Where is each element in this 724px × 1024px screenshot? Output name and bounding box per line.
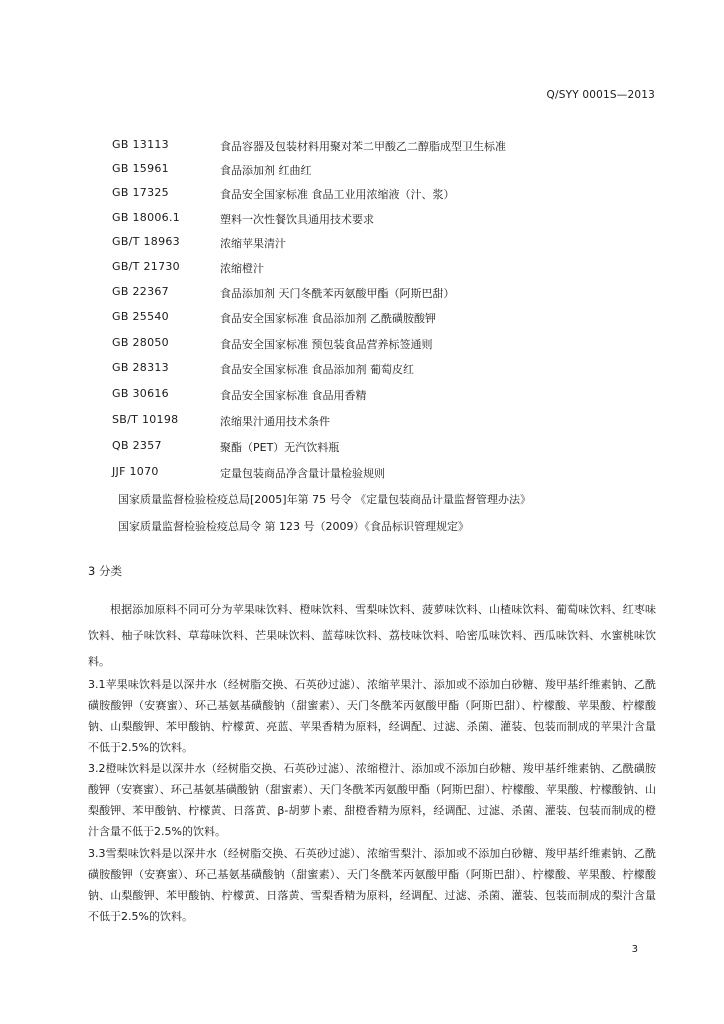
reference-title: 塑料一次性餐饮具通用技术要求	[220, 213, 374, 226]
reference-title: 食品容器及包装材料用聚对苯二甲酸乙二醇脂成型卫生标准	[220, 140, 506, 153]
reference-code: GB/T 21730	[112, 260, 180, 273]
subsection-orange: 3.2橙味饮料是以深井水（经树脂交换、石英砂过滤）、浓缩橙汁、添加或不添加白砂糖、羧甲基纤维素钠、乙酰磺胺酸钾（安赛蜜）、环己基氨基磺酸钠（甜蜜素）、天门冬酰苯丙氨酸甲酯（阿斯巴甜）、柠檬酸、苹果酸、柠檬酸钠、山梨酸钾、苯甲酸钠、柠檬黄、日落黄、β-胡萝卜素、甜橙香精为原料，经调配、过滤、杀菌、灌装、包装而制成的橙汁含量不低于2.5%的饮料。	[88, 762, 656, 838]
reference-title: 食品安全国家标准 食品工业用浓缩液（汁、浆）	[220, 188, 455, 201]
reference-title: 定量包装商品净含量计量检验规则	[220, 467, 385, 480]
section-heading: 3 分类	[88, 564, 122, 578]
page-number: 3	[631, 944, 638, 955]
classification-intro: 根据添加原料不同可分为苹果味饮料、橙味饮料、雪梨味饮料、菠萝味饮料、山楂味饮料、葡萄味饮料、红枣味饮料、柚子味饮料、草莓味饮料、芒果味饮料、蓝莓味饮料、荔枝味饮料、哈密瓜味饮料、西瓜味饮料、水蜜桃味饮料。	[88, 603, 656, 668]
document-code-header: Q/SYY 0001S—2013	[546, 89, 655, 101]
reference-code: JJF 1070	[112, 465, 159, 478]
subsection-apple: 3.1苹果味饮料是以深井水（经树脂交换、石英砂过滤）、浓缩苹果汁、添加或不添加白砂糖、羧甲基纤维素钠、乙酰磺胺酸钾（安赛蜜）、环己基氨基磺酸钠（甜蜜素）、天门冬酰苯丙氨酸甲酯（阿斯巴甜）、柠檬酸、苹果酸、柠檬酸钠、山梨酸钾、苯甲酸钠、柠檬黄、亮蓝、苹果香精为原料，经调配、过滤、杀菌、灌装、包装而制成的苹果汁含量不低于2.5%的饮料。	[88, 678, 656, 754]
regulation-reference: 国家质量监督检验检疫总局令 第 123 号（2009）《食品标识管理规定》	[118, 520, 469, 533]
reference-title: 食品添加剂 红曲红	[220, 164, 312, 177]
reference-code: SB/T 10198	[112, 413, 179, 426]
reference-code: GB 15961	[112, 162, 169, 175]
reference-code: GB/T 18963	[112, 235, 180, 248]
reference-title: 聚酯（PET）无汽饮料瓶	[220, 441, 340, 454]
reference-title: 食品添加剂 天门冬酰苯丙氨酸甲酯（阿斯巴甜）	[220, 287, 455, 300]
reference-title: 浓缩橙汁	[220, 262, 264, 275]
reference-code: GB 28050	[112, 336, 169, 349]
reference-title: 食品安全国家标准 食品用香精	[220, 389, 367, 402]
reference-title: 浓缩苹果清汁	[220, 237, 286, 250]
reference-code: GB 28313	[112, 361, 169, 374]
reference-code: QB 2357	[112, 439, 162, 452]
regulation-reference: 国家质量监督检验检疫总局[2005]年第 75 号令 《定量包装商品计量监督管理办法》	[118, 493, 532, 506]
reference-code: GB 25540	[112, 310, 169, 323]
reference-code: GB 13113	[112, 138, 169, 151]
reference-code: GB 18006.1	[112, 211, 181, 224]
reference-title: 食品安全国家标准 食品添加剂 葡萄皮红	[220, 363, 414, 376]
reference-title: 浓缩果汁通用技术条件	[220, 415, 330, 428]
reference-code: GB 30616	[112, 387, 169, 400]
subsection-pear: 3.3雪梨味饮料是以深井水（经树脂交换、石英砂过滤）、浓缩雪梨汁、添加或不添加白砂糖、羧甲基纤维素钠、乙酰磺胺酸钾（安赛蜜）、环己基氨基磺酸钠（甜蜜素）、天门冬酰苯丙氨酸甲酯（阿斯巴甜）、柠檬酸、苹果酸、柠檬酸钠、山梨酸钾、苯甲酸钠、柠檬黄、日落黄、雪梨香精为原料，经调配、过滤、杀菌、灌装、包装而制成的梨汁含量不低于2.5%的饮料。	[88, 847, 656, 923]
reference-title: 食品安全国家标准 预包装食品营养标签通则	[220, 338, 433, 351]
reference-code: GB 17325	[112, 186, 169, 199]
reference-title: 食品安全国家标准 食品添加剂 乙酰磺胺酸钾	[220, 312, 436, 325]
reference-code: GB 22367	[112, 285, 169, 298]
